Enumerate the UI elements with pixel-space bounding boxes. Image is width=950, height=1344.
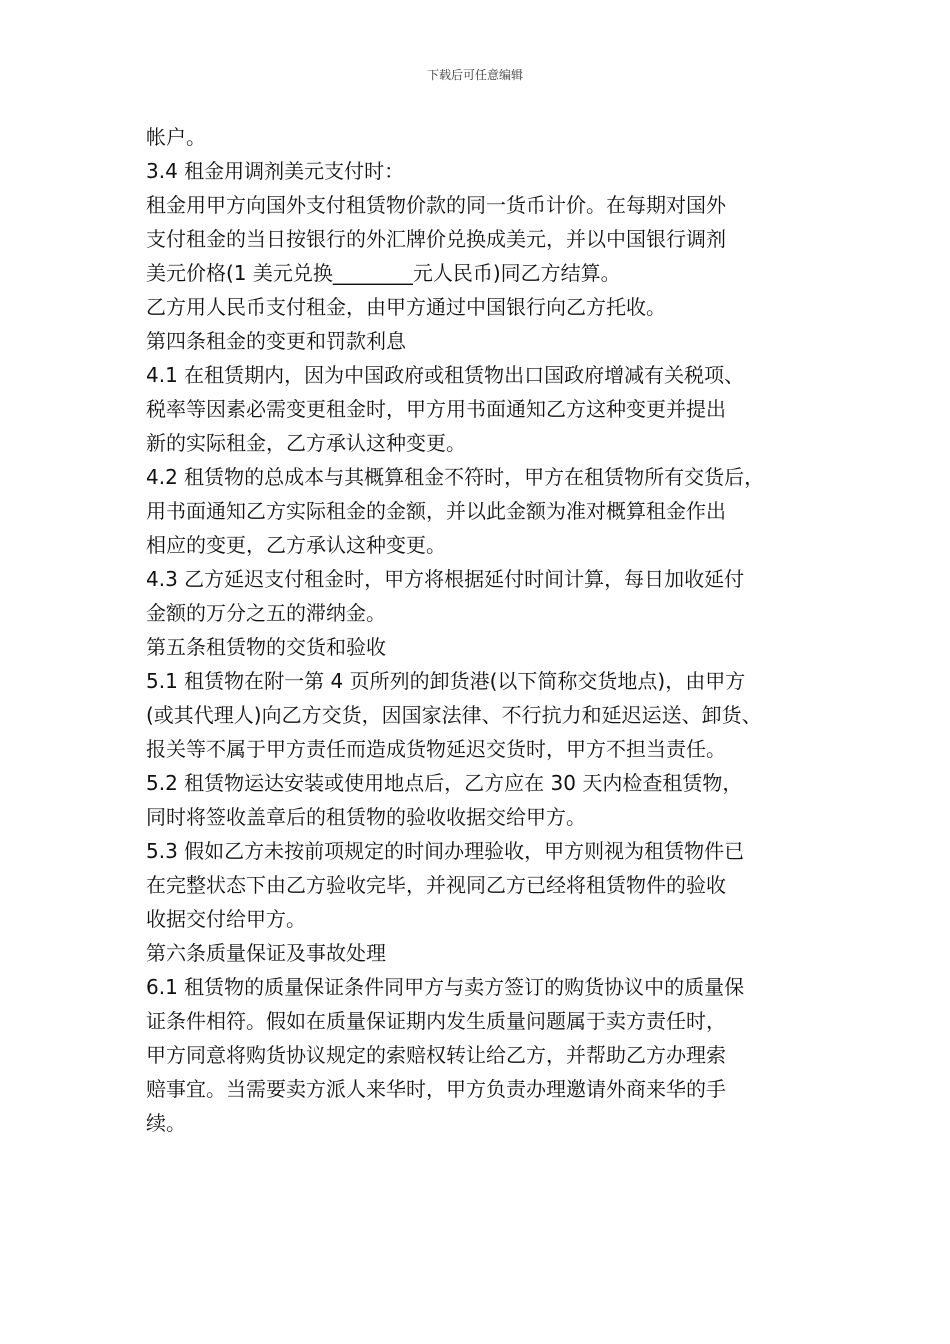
text-line: 5.3 假如乙方未按前项规定的时间办理验收，甲方则视为租赁物件已 xyxy=(146,839,745,863)
text-line: 金额的万分之五的滞纳金。 xyxy=(146,601,386,625)
text-line: 支付租金的当日按银行的外汇牌价兑换成美元，并以中国银行调剂 xyxy=(146,227,726,251)
text-line: 证条件相符。假如在质量保证期内发生质量问题属于卖方责任时， xyxy=(146,1009,726,1033)
text-line: 用书面通知乙方实际租金的金额，并以此金额为准对概算租金作出 xyxy=(146,499,726,523)
text-line: 报关等不属于甲方责任而造成货物延迟交货时，甲方不担当责任。 xyxy=(146,737,726,761)
text-line: 在完整状态下由乙方验收完毕，并视同乙方已经将租赁物件的验收 xyxy=(146,873,726,897)
page-header: 下载后可任意编辑 xyxy=(426,68,523,82)
text-line: 美元价格(1 美元兑换________元人民币)同乙方结算。 xyxy=(146,261,621,285)
text-line: 赔事宜。当需要卖方派人来华时，甲方负责办理邀请外商来华的手 xyxy=(146,1077,726,1101)
text-line: 帐户。 xyxy=(146,125,206,149)
text-line: 收据交付给甲方。 xyxy=(146,907,306,931)
text-line: 3.4 租金用调剂美元支付时： xyxy=(146,159,405,183)
text-line: 4.1 在租赁期内，因为中国政府或租赁物出口国政府增减有关税项、 xyxy=(146,363,745,387)
text-line: 5.1 租赁物在附一第 4 页所列的卸货港(以下简称交货地点)，由甲方 xyxy=(146,669,746,693)
text-line: 同时将签收盖章后的租赁物的验收收据交给甲方。 xyxy=(146,805,586,829)
section-heading: 第四条租金的变更和罚款利息 xyxy=(146,329,406,353)
section-heading: 第五条租赁物的交货和验收 xyxy=(146,635,386,659)
text-line: 6.1 租赁物的质量保证条件同甲方与卖方签订的购货协议中的质量保 xyxy=(146,975,745,999)
text-line: 5.2 租赁物运达安装或使用地点后，乙方应在 30 天内检查租赁物， xyxy=(146,771,743,795)
document-body xyxy=(146,120,836,1140)
text-line: 新的实际租金，乙方承认这种变更。 xyxy=(146,431,466,455)
text-line: 4.3 乙方延迟支付租金时，甲方将根据延付时间计算，每日加收延付 xyxy=(146,567,745,591)
text-line: 相应的变更，乙方承认这种变更。 xyxy=(146,533,446,557)
text-line: 乙方用人民币支付租金，由甲方通过中国银行向乙方托收。 xyxy=(146,295,666,319)
text-line: (或其代理人)向乙方交货，因国家法律、不行抗力和延迟运送、卸货、 xyxy=(146,703,762,727)
text-line: 4.2 租赁物的总成本与其概算租金不符时，甲方在租赁物所有交货后， xyxy=(146,465,765,489)
text-line: 甲方同意将购货协议规定的索赔权转让给乙方，并帮助乙方办理索 xyxy=(146,1043,726,1067)
text-line: 税率等因素必需变更租金时，甲方用书面通知乙方这种变更并提出 xyxy=(146,397,726,421)
text-line: 租金用甲方向国外支付租赁物价款的同一货币计价。在每期对国外 xyxy=(146,193,726,217)
text-line: 续。 xyxy=(146,1111,186,1135)
section-heading: 第六条质量保证及事故处理 xyxy=(146,941,386,965)
